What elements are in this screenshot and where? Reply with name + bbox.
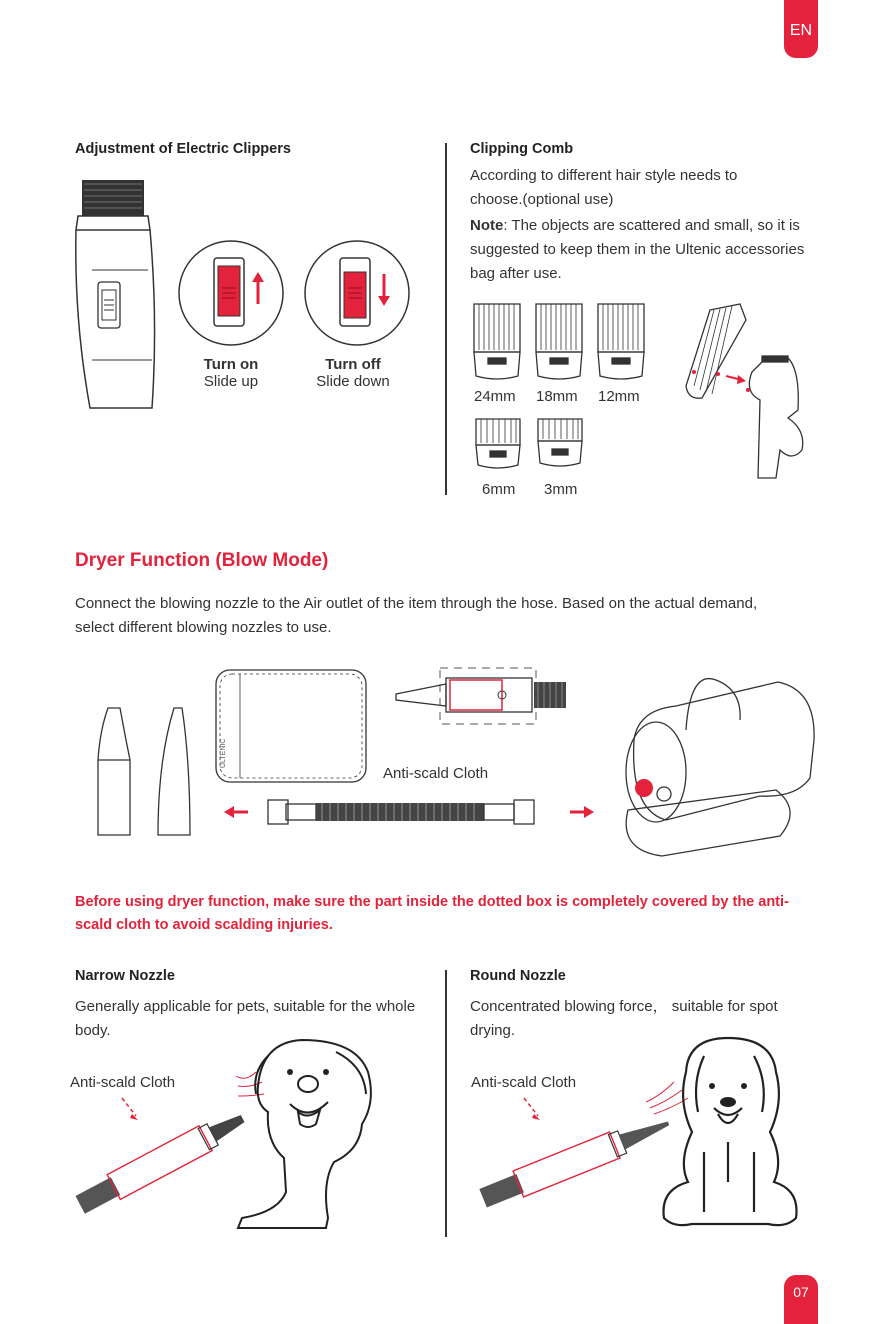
- narrow-nozzle-illustration: [72, 1032, 412, 1238]
- turn-on-caption: [186, 356, 276, 390]
- note-text: : The objects are scattered and small, so it is suggested to keep them in the Ultenic accessories bag after use.: [470, 217, 805, 282]
- clippers-title: Adjustment of Electric Clippers: [75, 141, 291, 157]
- slide-up-label: Slide up: [203, 373, 259, 390]
- turn-on-label: Turn on: [203, 356, 259, 373]
- turn-off-switch-illustration: [302, 238, 412, 348]
- comb-size-6mm: 6mm: [482, 481, 516, 498]
- slide-down-label: Slide down: [316, 373, 390, 390]
- narrow-cloth-label: Anti-scald Cloth: [70, 1074, 176, 1091]
- turn-off-caption: [303, 356, 403, 390]
- comb-size-18mm: 18mm: [536, 388, 578, 405]
- narrow-nozzle-title: Narrow Nozzle: [75, 968, 175, 984]
- divider-top: [445, 143, 447, 495]
- dryer-title: Dryer Function (Blow Mode): [75, 550, 329, 571]
- comb-size-3mm: 3mm: [544, 481, 578, 498]
- round-nozzle-illustration: [478, 1032, 823, 1238]
- narrow-nozzle-description: Generally applicable for pets, suitable for the whole body.: [75, 998, 416, 1039]
- dryer-description: Connect the blowing nozzle to the Air outlet of the item through the hose. Based on the actual demand, select different blowing nozzles to use.: [75, 595, 758, 636]
- dryer-kit-illustration: [90, 660, 820, 865]
- round-nozzle-description: Concentrated blowing force， suitable for spot drying.: [470, 998, 778, 1039]
- page-number: 07: [784, 1275, 818, 1324]
- turn-on-switch-illustration: [176, 238, 286, 348]
- note-label: Note: [470, 217, 504, 234]
- comb-attach-illustration: [680, 300, 820, 480]
- comb-size-12mm: 12mm: [598, 388, 640, 405]
- comb-description: According to different hair style needs to choose.(optional use): [470, 167, 738, 208]
- turn-off-label: Turn off: [325, 356, 381, 373]
- language-tab: EN: [784, 0, 818, 58]
- comb-title: Clipping Comb: [470, 141, 574, 157]
- svg-text:ULTENIC: ULTENIC: [220, 738, 227, 768]
- round-cloth-label: Anti-scald Cloth: [471, 1074, 577, 1091]
- dryer-warning: Before using dryer function, make sure the part inside the dotted box is completely covered by the anti-scald cloth to avoid scalding injuries.: [75, 894, 789, 933]
- comb-row-bottom-illustration: [470, 415, 600, 475]
- dryer-cloth-label: Anti-scald Cloth: [383, 765, 489, 782]
- comb-row-top-illustration: [470, 300, 660, 382]
- comb-note: [470, 214, 815, 286]
- comb-size-24mm: 24mm: [474, 388, 516, 405]
- divider-bottom: [445, 970, 447, 1237]
- round-nozzle-title: Round Nozzle: [470, 968, 566, 984]
- clipper-illustration: [70, 170, 160, 415]
